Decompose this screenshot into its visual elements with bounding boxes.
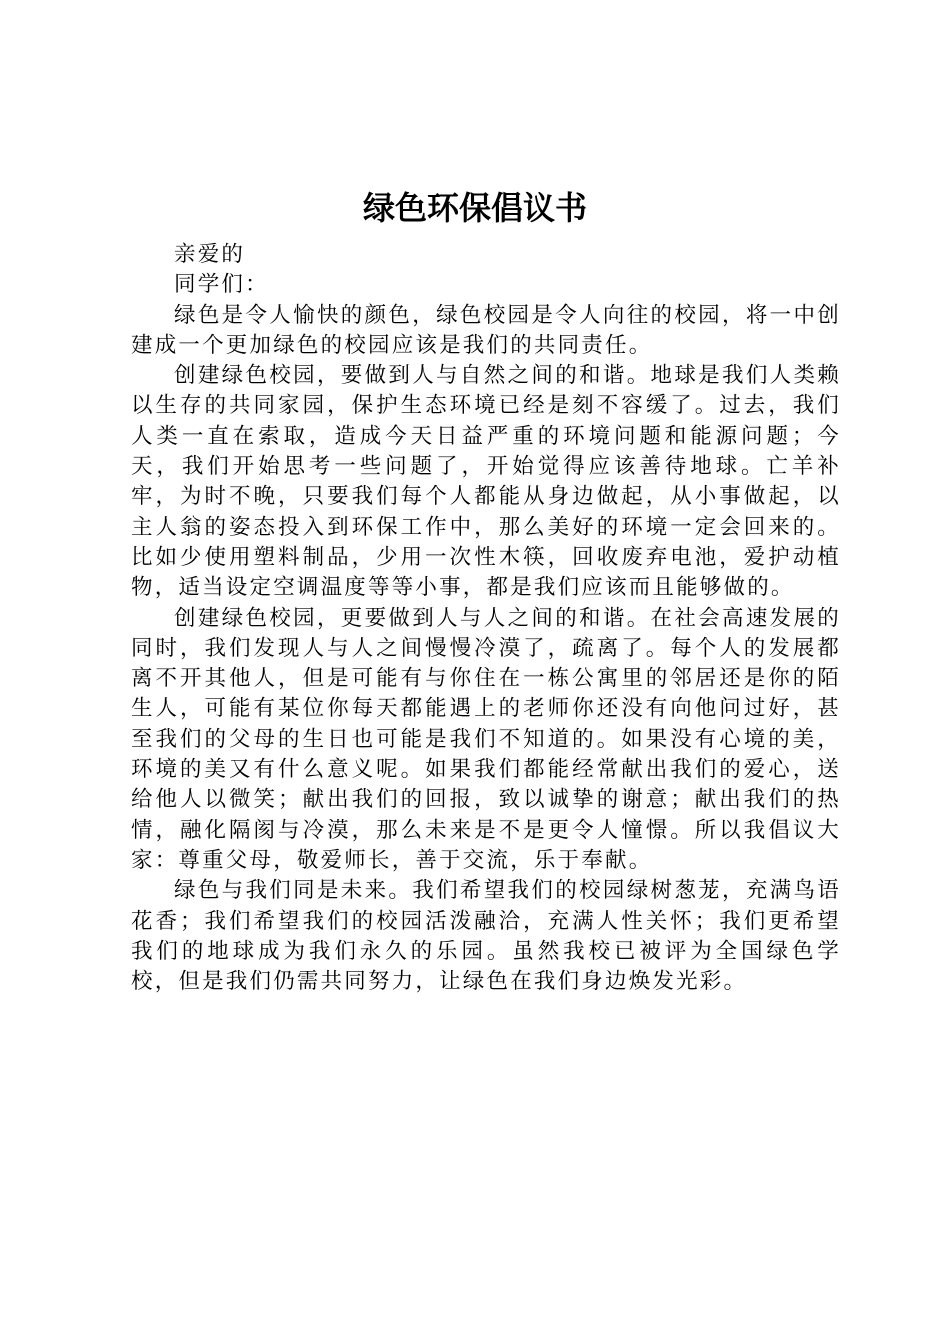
document-title: 绿色环保倡议书 xyxy=(362,189,587,227)
salutation-line-2: 同学们： xyxy=(174,272,269,298)
body-paragraph-4: 绿色与我们同是未来。我们希望我们的校园绿树葱茏，充满鸟语花香；我们希望我们的校园活泼融洽，充满人性关怀；我们更希望我们的地球成为我们永久的乐园。虽然我校已被评为全国绿色学校，但是我们仍需共同努力，让绿色在我们身边焕发光彩。 xyxy=(131,878,841,995)
body-paragraph-3: 创建绿色校园，更要做到人与人之间的和谐。在社会高速发展的同时，我们发现人与人之间慢慢冷漠了，疏离了。每个人的发展都离不开其他人，但是可能有与你住在一栋公寓里的邻居还是你的陌生人，可能有某位你每天都能遇上的老师你还没有向他问过好，甚至我们的父母的生日也可能是我们不知道的。如果没有心境的美，环境的美又有什么意义呢。如果我们都能经常献出我们的爱心，送给他人以微笑；献出我们的回报，致以诚挚的谢意；献出我们的热情，融化隔阂与冷漠，那么未来是不是更令人憧憬。所以我倡议大家：尊重父母，敬爱师长，善于交流，乐于奉献。 xyxy=(131,605,841,873)
body-paragraph-2: 创建绿色校园，要做到人与自然之间的和谐。地球是我们人类赖以生存的共同家园，保护生态环境已经是刻不容缓了。过去，我们人类一直在索取，造成今天日益严重的环境问题和能源问题；今天，我们开始思考一些问题了，开始觉得应该善待地球。亡羊补牢，为时不晚，只要我们每个人都能从身边做起，从小事做起，以主人翁的姿态投入到环保工作中，那么美好的环境一定会回来的。比如少使用塑料制品，少用一次性木筷，回收废弃电池，爱护动植物，适当设定空调温度等等小事，都是我们应该而且能够做的。 xyxy=(131,363,841,601)
salutation-line-1: 亲爱的 xyxy=(174,242,246,267)
document-body xyxy=(131,240,841,997)
body-paragraph-1: 绿色是令人愉快的颜色，绿色校园是令人向往的校园，将一中创建成一个更加绿色的校园应该是我们的共同责任。 xyxy=(131,302,841,358)
